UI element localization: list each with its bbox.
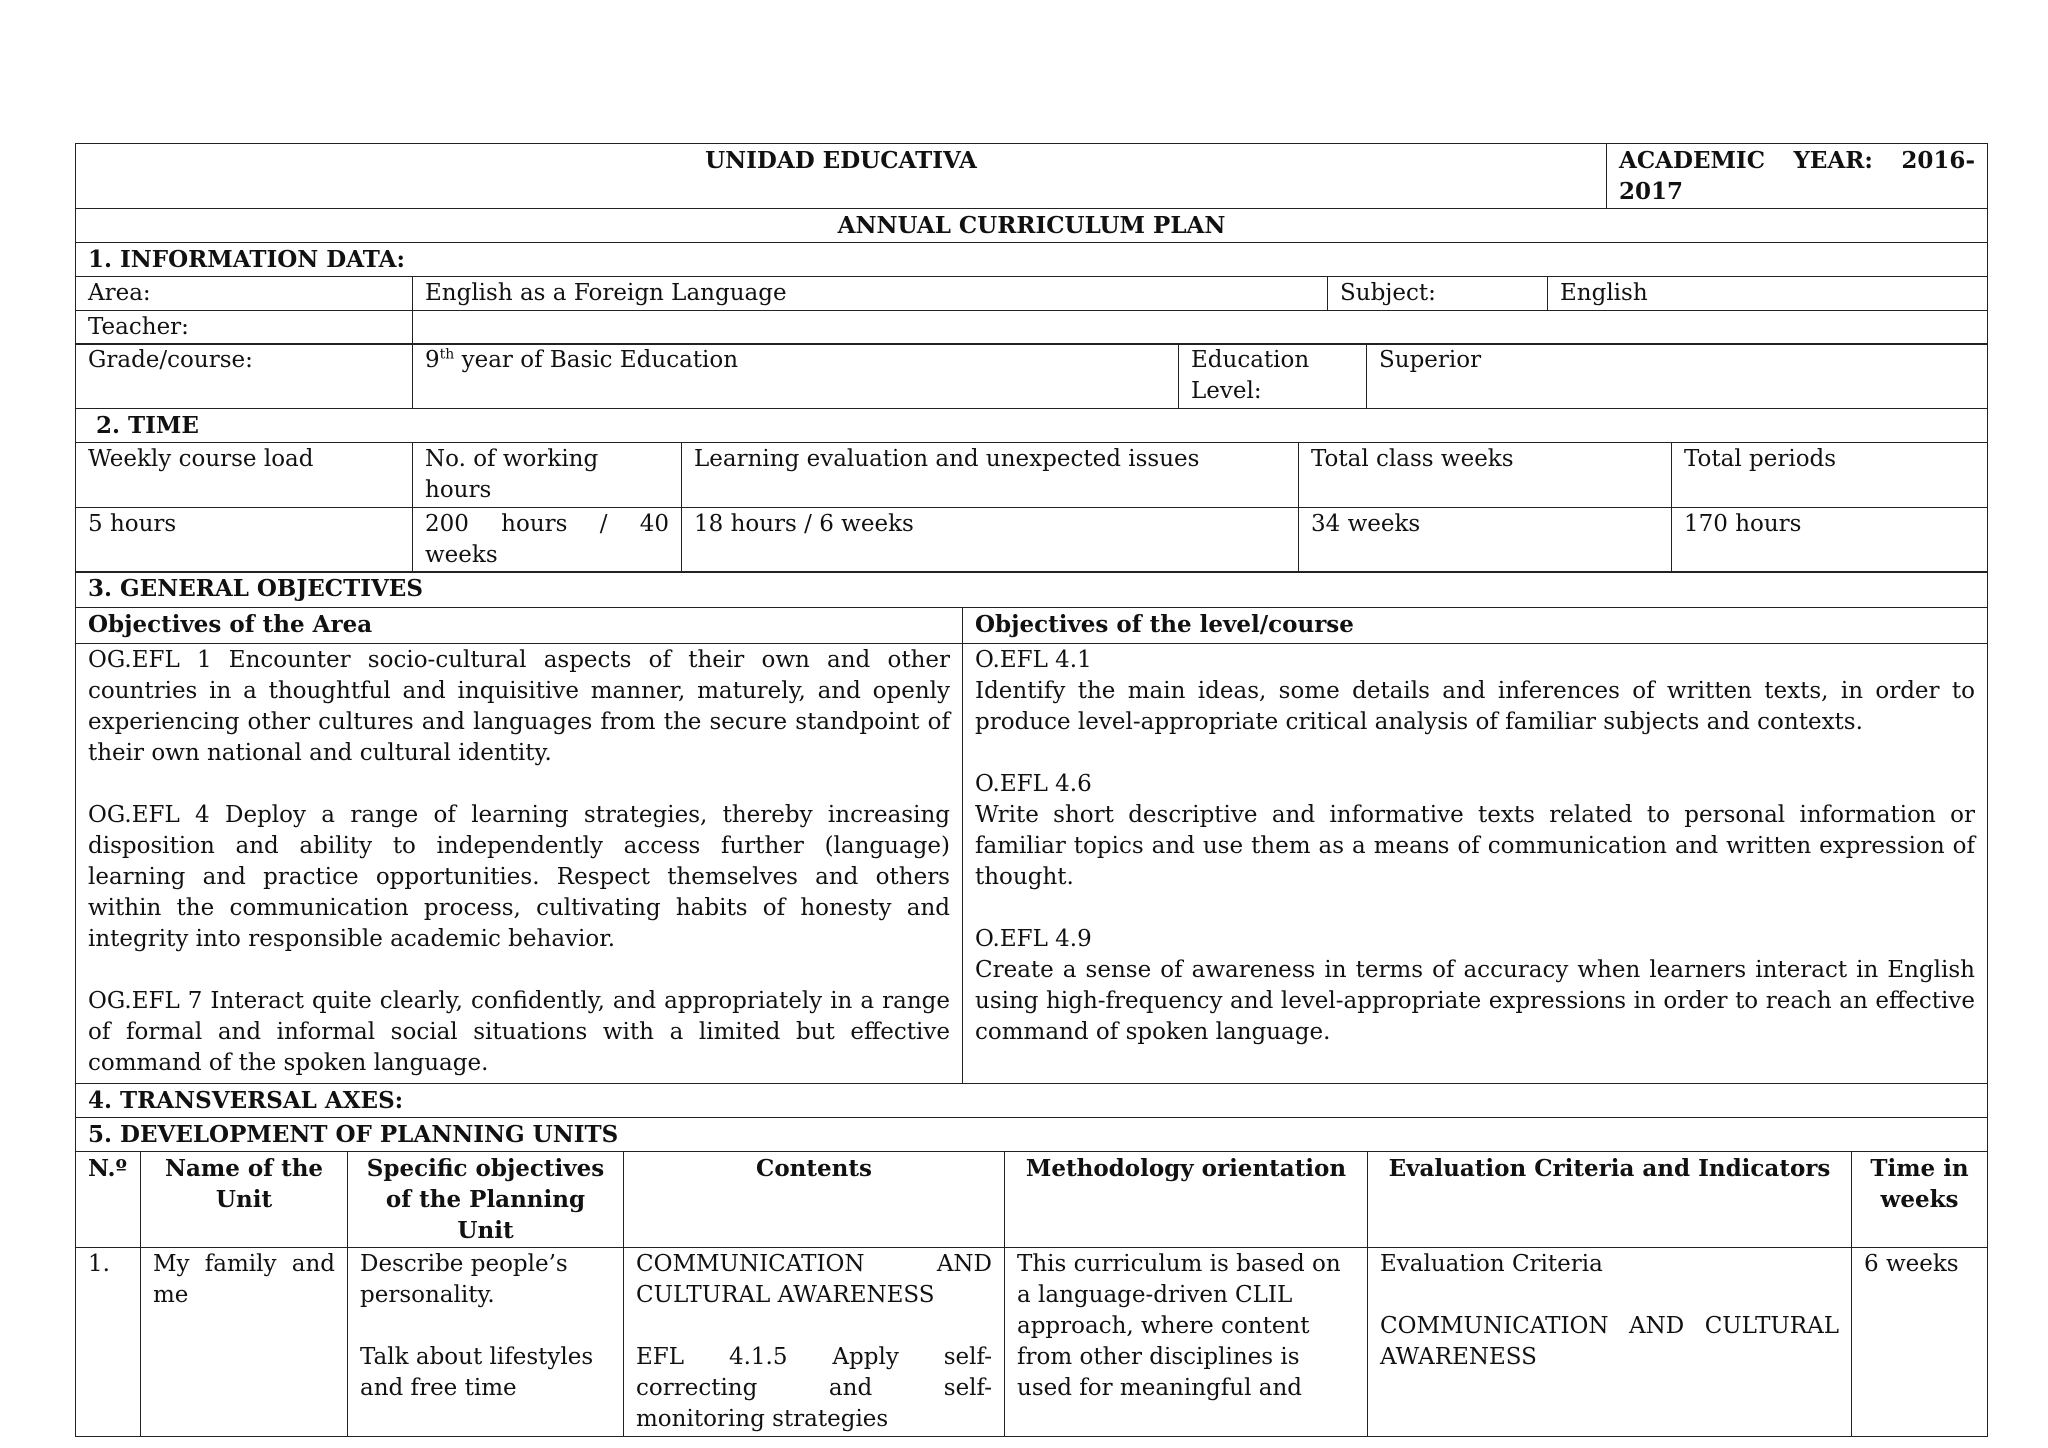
level-objective-code: O.EFL 4.1 bbox=[975, 647, 1092, 673]
grade-table bbox=[75, 343, 1988, 409]
grade-ordinal: 9 bbox=[425, 347, 440, 373]
area-objective-item: OG.EFL 4 Deploy a range of learning strategies, thereby increasing disposition and ability to independently access further (language) learning and practice opportunities. Respect themselves and others within the communication process, cultivating habits of honesty and integrity into responsible academic behavior. bbox=[88, 802, 950, 952]
plan-title: ANNUAL CURRICULUM PLAN bbox=[76, 209, 1988, 243]
unit-time: 6 weeks bbox=[1852, 1247, 1988, 1436]
header-table bbox=[75, 143, 1988, 243]
units-header-objectives: Specific objectives of the Planning Unit bbox=[348, 1151, 624, 1247]
time-header-total-periods: Total periods bbox=[1672, 442, 1988, 507]
objectives-table bbox=[75, 571, 1988, 1084]
teacher-label: Teacher: bbox=[76, 310, 413, 344]
unit-contents-heading: COMMUNICATION AND CULTURAL AWARENESS bbox=[636, 1250, 992, 1308]
time-header-weekly-load: Weekly course load bbox=[76, 442, 413, 507]
teacher-value bbox=[413, 310, 1988, 344]
unit-contents bbox=[624, 1247, 1005, 1436]
area-value: English as a Foreign Language bbox=[413, 276, 1328, 310]
level-objective-text: Create a sense of awareness in terms of accuracy when learners interact in English using high-frequency and level-appropriate expressions in order to reach an effective command of spoken language. bbox=[975, 957, 1975, 1045]
unit-evaluation bbox=[1368, 1247, 1852, 1436]
units-header-methodology: Methodology orientation bbox=[1005, 1151, 1368, 1247]
grade-ordinal-suffix: th bbox=[439, 346, 455, 363]
objectives-area-list bbox=[76, 644, 963, 1084]
unit-objective-item: Talk about lifestyles and free time bbox=[360, 1343, 594, 1401]
unit-evaluation-item: COMMUNICATION AND CULTURAL AWARENESS bbox=[1380, 1312, 1839, 1370]
units-header-evaluation: Evaluation Criteria and Indicators bbox=[1368, 1151, 1852, 1247]
objectives-level-header: Objectives of the level/course bbox=[963, 608, 1988, 644]
information-section-title: 1. INFORMATION DATA: bbox=[76, 242, 1988, 276]
unit-methodology: This curriculum is based on a language-driven CLIL approach, where content from other disciplines is used for meaningful and bbox=[1005, 1247, 1368, 1436]
education-level-value: Superior bbox=[1367, 344, 1988, 409]
objectives-section-title: 3. GENERAL OBJECTIVES bbox=[76, 572, 1988, 608]
information-table bbox=[75, 242, 1988, 345]
unit-contents-item: EFL 4.1.5 Apply self-correcting and self-monitoring strategies bbox=[636, 1343, 992, 1432]
education-level-label: Education Level: bbox=[1179, 344, 1367, 409]
unit-number: 1. bbox=[76, 1247, 141, 1436]
curriculum-plan-document bbox=[75, 143, 1987, 1437]
unit-name: My family and me bbox=[141, 1247, 348, 1436]
units-section-title: 5. DEVELOPMENT OF PLANNING UNITS bbox=[76, 1117, 1988, 1151]
time-table bbox=[75, 408, 1988, 573]
time-header-class-weeks: Total class weeks bbox=[1299, 442, 1672, 507]
time-section-title: 2. TIME bbox=[76, 408, 1988, 442]
time-weekly-load: 5 hours bbox=[76, 507, 413, 572]
time-working-hours: 200 hours / 40 weeks bbox=[413, 507, 682, 572]
subject-value: English bbox=[1548, 276, 1988, 310]
level-objective-text: Write short descriptive and informative texts related to personal information or familiar topics and use them as a means of communication and written expression of thought. bbox=[975, 802, 1975, 890]
time-header-evaluation: Learning evaluation and unexpected issues bbox=[682, 442, 1299, 507]
area-objective-item: OG.EFL 1 Encounter socio-cultural aspects of their own and other countries in a thoughtful and inquisitive manner, maturely, and openly experiencing other cultures and languages from the secure standpoint of their own national and cultural identity. bbox=[88, 647, 950, 766]
subject-label: Subject: bbox=[1328, 276, 1548, 310]
objectives-level-list bbox=[963, 644, 1988, 1084]
academic-year: ACADEMIC YEAR: 2016-2017 bbox=[1607, 144, 1988, 209]
grade-description: year of Basic Education bbox=[454, 347, 739, 373]
level-objective-text: Identify the main ideas, some details and inferences of written texts, in order to produce level-appropriate critical analysis of familiar subjects and contexts. bbox=[975, 678, 1975, 735]
time-total-periods: 170 hours bbox=[1672, 507, 1988, 572]
units-header-contents: Contents bbox=[624, 1151, 1005, 1247]
objectives-area-header: Objectives of the Area bbox=[76, 608, 963, 644]
table-row bbox=[76, 1247, 1988, 1436]
unit-objectives bbox=[348, 1247, 624, 1436]
unit-objective-item: Describe people’s personality. bbox=[360, 1250, 568, 1308]
units-header-name: Name of the Unit bbox=[141, 1151, 348, 1247]
unit-evaluation-heading: Evaluation Criteria bbox=[1380, 1250, 1603, 1277]
units-header-time: Time in weeks bbox=[1852, 1151, 1988, 1247]
transversal-section-title: 4. TRANSVERSAL AXES: bbox=[76, 1083, 1988, 1117]
time-class-weeks: 34 weeks bbox=[1299, 507, 1672, 572]
time-header-working-hours: No. of working hours bbox=[413, 442, 682, 507]
grade-label: Grade/course: bbox=[76, 344, 413, 409]
level-objective-code: O.EFL 4.9 bbox=[975, 926, 1092, 952]
level-objective-code: O.EFL 4.6 bbox=[975, 771, 1092, 797]
planning-units-table bbox=[75, 1083, 1988, 1437]
time-evaluation: 18 hours / 6 weeks bbox=[682, 507, 1299, 572]
institution-name: UNIDAD EDUCATIVA bbox=[76, 144, 1607, 209]
grade-value bbox=[413, 344, 1179, 409]
units-header-number: N.º bbox=[76, 1151, 141, 1247]
area-objective-item: OG.EFL 7 Interact quite clearly, confidently, and appropriately in a range of formal and informal social situations with a limited but effective command of the spoken language. bbox=[88, 988, 950, 1076]
area-label: Area: bbox=[76, 276, 413, 310]
